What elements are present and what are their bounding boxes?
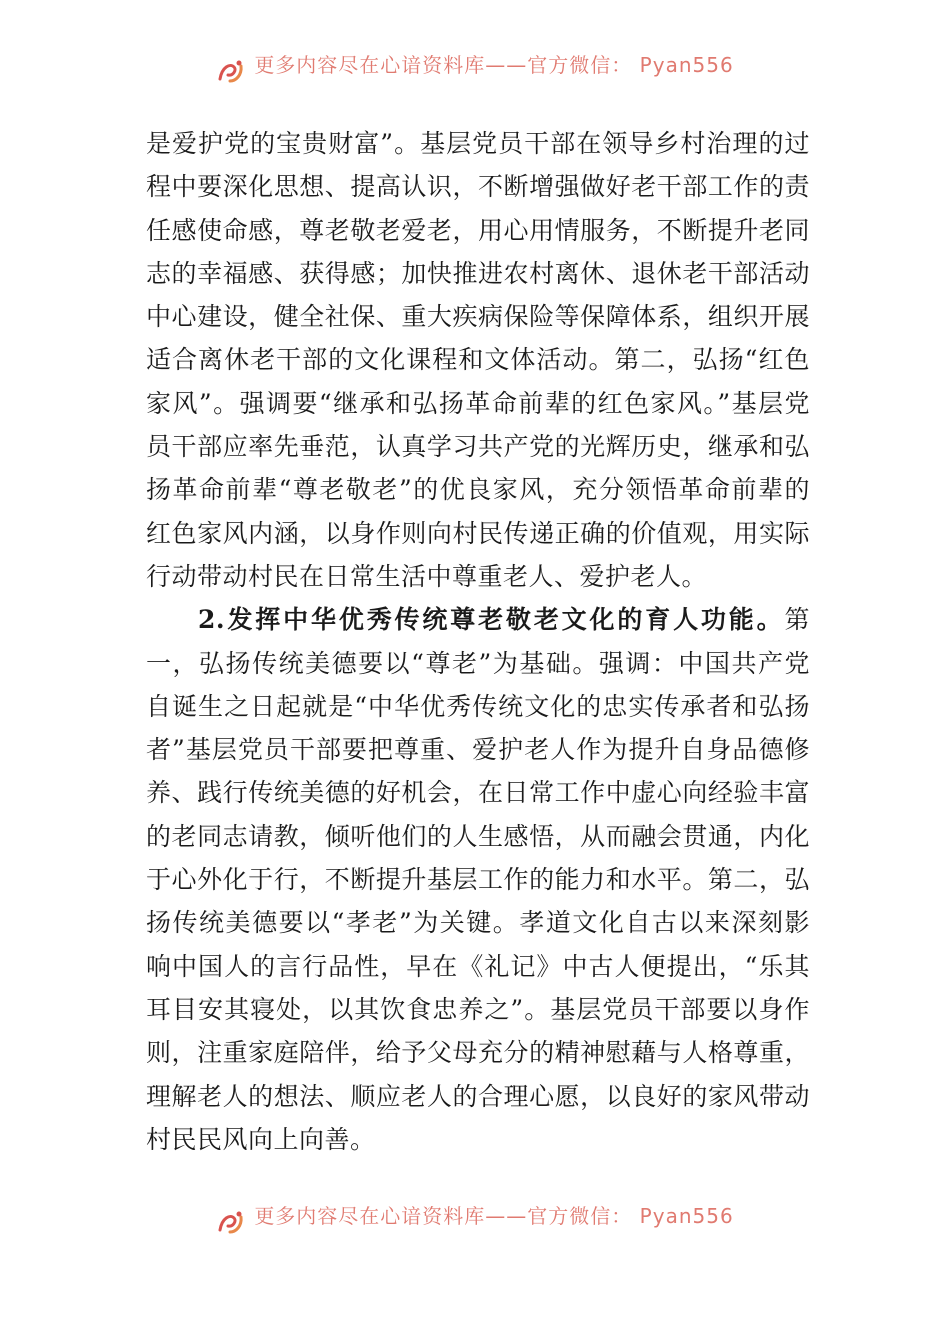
paragraph-2 [146,598,810,1161]
paragraph-1 [146,122,810,598]
paragraph-1-text: 是爱护党的宝贵财富”。基层党员干部在领导乡村治理的过程中要深化思想、提高认识，不断增强做好老干部工作的责任感使命感，尊老敬老爱老，用心用情服务，不断提升老同志的幸福感、获得感；加快推进农村离休、退休老干部活动中心建设，健全社保、重大疾病保险等保障体系，组织开展适合离休老干部的文化课程和文体活动。第二，弘扬“红色家风”。强调要“继承和弘扬革命前辈的红色家风。”基层党员干部应率先垂范，认真学习共产党的光辉历史，继承和弘扬革命前辈“尊老敬老”的优良家风，充分领悟革命前辈的红色家风内涵，以身作则向村民传递正确的价值观，用实际行动带动村民在日常生活中尊重老人、爱护老人。 [146,129,810,591]
watermark-text: 更多内容尽在心谙资料库——官方微信： Pyan556 [254,1203,734,1228]
header-watermark-banner [0,52,950,92]
brand-logo-icon [216,1208,246,1238]
paragraph-2-text: 第一，弘扬传统美德要以“尊老”为基础。强调：中国共产党自诞生之日起就是“中华优秀传统文化的忠实传承者和弘扬者”基层党员干部要把尊重、爱护老人作为提升自身品德修养、践行传统美德的好机会，在日常工作中虚心向经验丰富的老同志请教，倾听他们的人生感悟，从而融会贯通，内化于心外化于行，不断提升基层工作的能力和水平。第二，弘扬传统美德要以“孝老”为关键。孝道文化自古以来深刻影响中国人的言行品性，早在《礼记》中古人便提出，“乐其耳目安其寝处，以其饮食忠养之”。基层党员干部要以身作则，注重家庭陪伴，给予父母充分的精神慰藉与人格尊重，理解老人的想法、顺应老人的合理心愿，以良好的家风带动村民民风向上向善。 [146,605,810,1154]
watermark-text: 更多内容尽在心谙资料库——官方微信： Pyan556 [254,52,734,77]
brand-logo-icon [216,57,246,87]
document-body [146,122,810,1161]
section-heading: 2.发挥中华优秀传统尊老敬老文化的育人功能。 [198,605,785,635]
footer-watermark-banner [0,1203,950,1243]
